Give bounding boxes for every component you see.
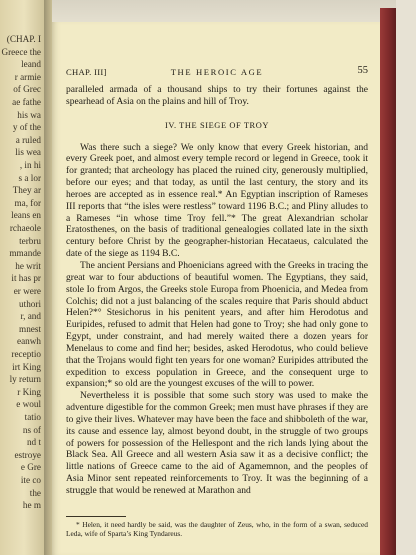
page-number: 55 [357, 65, 368, 76]
left-page-fragment: mmande [9, 248, 41, 259]
left-page-fragment: nd t [26, 437, 41, 448]
left-page-fragment: mnest [19, 323, 41, 334]
running-header [66, 66, 368, 80]
left-page-fragment: e woul [16, 399, 41, 410]
left-page-fragment: (CHAP. I [6, 34, 41, 44]
book-gutter [44, 0, 52, 555]
left-page-fragment: receptio [11, 349, 41, 359]
left-page-fragment: leans en [11, 210, 41, 221]
left-page-fragment: Greece the [1, 46, 41, 57]
section-heading: IV. THE SIEGE OF TROY [164, 120, 270, 130]
left-page-fragment: eanwh [17, 336, 41, 347]
left-page-fragment: r King [17, 386, 41, 397]
page-body [66, 84, 368, 497]
left-page-fragment: uthori [19, 298, 41, 309]
footnote-rule [66, 516, 126, 517]
left-page-fragment: y of the [12, 122, 41, 133]
right-page [52, 22, 380, 555]
left-page-fragment: his wa [17, 109, 41, 120]
left-page-fragment: e Gre [20, 462, 41, 473]
paragraph-continued: paralleled armada of a thousand ships to try their fortunes against the spearhead of Asia on the plains and hill of Troy. [66, 84, 368, 107]
paragraph-siege-question: Was there such a siege? We only know that every Greek historian, and every Greek poet, and almost every temple record or legend in Greece, took it for granted; that archeology has placed the ruined city, generously multiplied, before our eyes; and that today, as until the last century, the story and its heroes are accepted as in essence real.* An Egyptian inscription of Rameses III reports that “the isles were restless” toward 1196 B.C.; and Pliny alludes to a Rameses “in whose time Troy fell.”* The great Alexandrian scholar Eratosthenes, on the basis of traditional genealogies collated late in the sixth century before Christ by the geographer-historian Hecataeus, calculated the date of the siege as 1194 B.C. [66, 141, 368, 260]
left-page-fragment: a ruled [15, 134, 41, 145]
left-page-fragment: s a lor [18, 172, 41, 183]
book-cover-edge [380, 8, 396, 555]
left-page-fragment: r armie [14, 71, 41, 82]
left-page-fragment: rchaeole [9, 223, 41, 233]
left-page-fragment: terbru [19, 235, 41, 246]
left-page-fragment: r, and [20, 311, 41, 322]
left-page-fragment: he writ [15, 260, 41, 271]
running-title: THE HEROIC AGE [170, 67, 264, 77]
chapter-label: CHAP. III] [66, 67, 107, 77]
left-page-fragment: the [29, 487, 41, 498]
paragraph-abductions: The ancient Persians and Phoenicians agreed with the Greeks in tracing the great war to four abductions of beautiful women. The Egyptians, they said, stole Io from Argos, the Greeks stole Europa from Phoenicia, and Medea from Colchis; did not a just balancing of the scales require that Paris should abduct Helen?*° Stesichorus in his penitent years, and after him Herodotus and Euripides, refused to admit that Helen had gone to Troy; she had only gone to Egypt, under constraint, and had merely waited there a dozen years for Menelaus to come and find her; besides, asked Herodotus, who could believe that the Trojans would fight ten years for one woman? Euripides attributed the expedition to excess population in Greece, and the consequent urge to expansion;* so old are the youngest excuses of the will to power. [66, 259, 368, 390]
left-page-fragment: ma, for [14, 197, 41, 208]
left-page-fragment: lis wea [15, 147, 41, 158]
left-page-fragment: of Grec [13, 84, 41, 95]
left-page-fragment: leand [21, 59, 41, 70]
left-page-fragment: estroye [14, 449, 41, 460]
left-page-fragment: ns of [22, 424, 41, 435]
left-page-fragment: ae fathe [12, 97, 41, 107]
left-page-fragment: he m [22, 500, 41, 511]
left-page [0, 0, 44, 555]
left-page-fragment: irt King [12, 361, 41, 372]
left-page-fragment: ite co [20, 475, 41, 485]
left-page-fragment: tatio [24, 412, 41, 422]
footnote: * Helen, it need hardly be said, was the daughter of Zeus, who, in the form of a swan, seduced Leda, wife of Sparta’s King Tyndareus. [66, 520, 368, 538]
background-surface [52, 0, 396, 22]
left-page-fragment: They ar [12, 185, 41, 196]
left-page-fragment: it has pr [11, 273, 41, 284]
left-page-fragment: , in hi [19, 160, 41, 170]
left-page-fragment: er were [13, 286, 41, 296]
left-page-fragment: ly return [9, 374, 41, 385]
paragraph-cause-of-war: Nevertheless it is possible that some such story was used to make the adventure digestible for the common Greek; men must have phrases if they are to give their lives. Whatever may have been the face and shibboleth of the war, its cause and essence lay, almost beyond doubt, in the struggle of two groups of powers for possession of the Hellespont and the rich lands lying about the Black Sea. All Greece and all western Asia saw it as a decisive conflict; the little nations of Greece came to the aid of Agamemnon, and the peoples of Asia Minor sent repeated reinforcements to Troy. It was the beginning of a struggle that would be renewed at Marathon and [66, 390, 368, 496]
